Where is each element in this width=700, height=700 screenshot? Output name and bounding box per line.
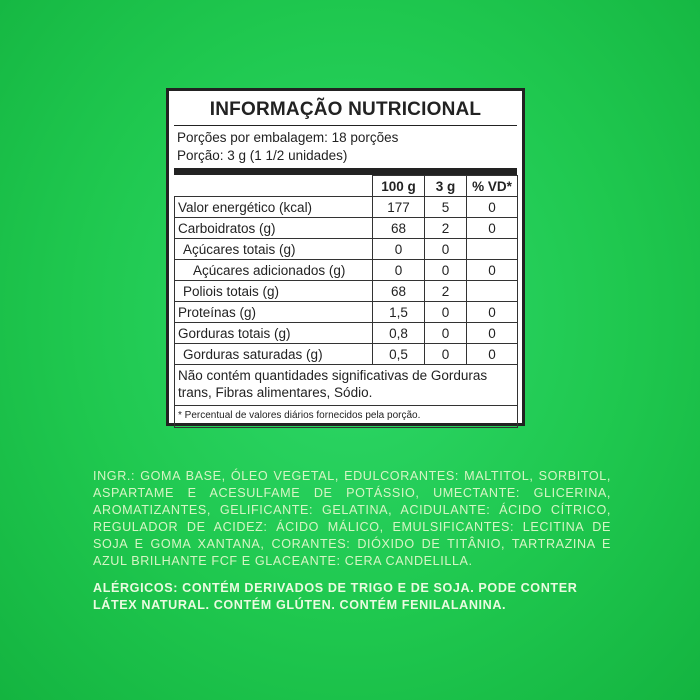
table-header-row [175,176,518,197]
note-row [175,365,518,406]
table-row [175,344,518,365]
row-name: Gorduras totais (g) [175,323,373,344]
row-value-100g: 0 [373,239,425,260]
row-value-vd: 0 [467,218,518,239]
table-row [175,281,518,302]
footnote-row [175,406,518,428]
servings-per-package: Porções por embalagem: 18 porções [177,130,399,145]
row-value-vd: 0 [467,344,518,365]
nutrition-title: INFORMAÇÃO NUTRICIONAL [209,99,482,120]
row-value-3g: 2 [425,218,467,239]
row-value-3g: 0 [425,302,467,323]
row-value-vd: 0 [467,302,518,323]
row-value-3g: 0 [425,260,467,281]
heavy-divider [174,168,517,175]
row-name: Carboidratos (g) [175,218,373,239]
row-name: Açúcares adicionados (g) [175,260,373,281]
nutrition-facts-panel [166,88,525,426]
row-name: Gorduras saturadas (g) [175,344,373,365]
row-value-3g: 0 [425,239,467,260]
row-value-vd [467,239,518,260]
allergens-text: ALÉRGICOS: CONTÉM DERIVADOS DE TRIGO E DE SOJA. PODE CONTER LÁTEX NATURAL. CONTÉM GLÚTEN. CONTÉM FENILALANINA. [93,581,578,612]
serving-size: Porção: 3 g (1 1/2 unidades) [177,148,348,163]
table-row [175,260,518,281]
row-name: Açúcares totais (g) [175,239,373,260]
table-row [175,302,518,323]
row-name: Proteínas (g) [175,302,373,323]
row-value-vd: 0 [467,260,518,281]
nutrition-note: Não contém quantidades significativas de Gorduras trans, Fibras alimentares, Sódio. [175,365,518,406]
header-vd: % VD* [467,176,518,197]
header-3g: 3 g [425,176,467,197]
table-row [175,239,518,260]
row-value-100g: 68 [373,281,425,302]
table-row [175,197,518,218]
row-value-100g: 0,5 [373,344,425,365]
ingredients-text: INGR.: GOMA BASE, ÓLEO VEGETAL, EDULCORANTES: MALTITOL, SORBITOL, ASPARTAME E ACESULFAME DE POTÁSSIO, UMECTANTE: GLICERINA, AROMATIZANTES, GELIFICANTE: GELATINA, ACIDULANTE: ÁCIDO CÍTRICO, REGULADOR DE ACIDEZ: ÁCIDO MÁLICO, EMULSIFICANTES: LECITINA DE SOJA E GOMA XANTANA, CORANTES: DIÓXIDO DE TITÂNIO, TARTRAZINA E AZUL BRILHANTE FCF E GLACEANTE: CERA CANDELILLA. [93,469,611,568]
table-row [175,218,518,239]
row-value-3g: 0 [425,344,467,365]
row-value-3g: 5 [425,197,467,218]
row-value-100g: 1,5 [373,302,425,323]
row-value-vd: 0 [467,323,518,344]
table-row [175,323,518,344]
row-value-100g: 0,8 [373,323,425,344]
row-value-3g: 0 [425,323,467,344]
nutrition-footnote: * Percentual de valores diários fornecidos pela porção. [175,406,518,428]
row-value-100g: 68 [373,218,425,239]
row-value-100g: 177 [373,197,425,218]
row-value-3g: 2 [425,281,467,302]
nutrition-table [174,175,518,428]
header-blank [175,176,373,197]
row-value-vd [467,281,518,302]
header-100g: 100 g [373,176,425,197]
row-value-100g: 0 [373,260,425,281]
row-value-vd: 0 [467,197,518,218]
row-name: Poliois totais (g) [175,281,373,302]
row-name: Valor energético (kcal) [175,197,373,218]
title-divider [174,125,517,126]
